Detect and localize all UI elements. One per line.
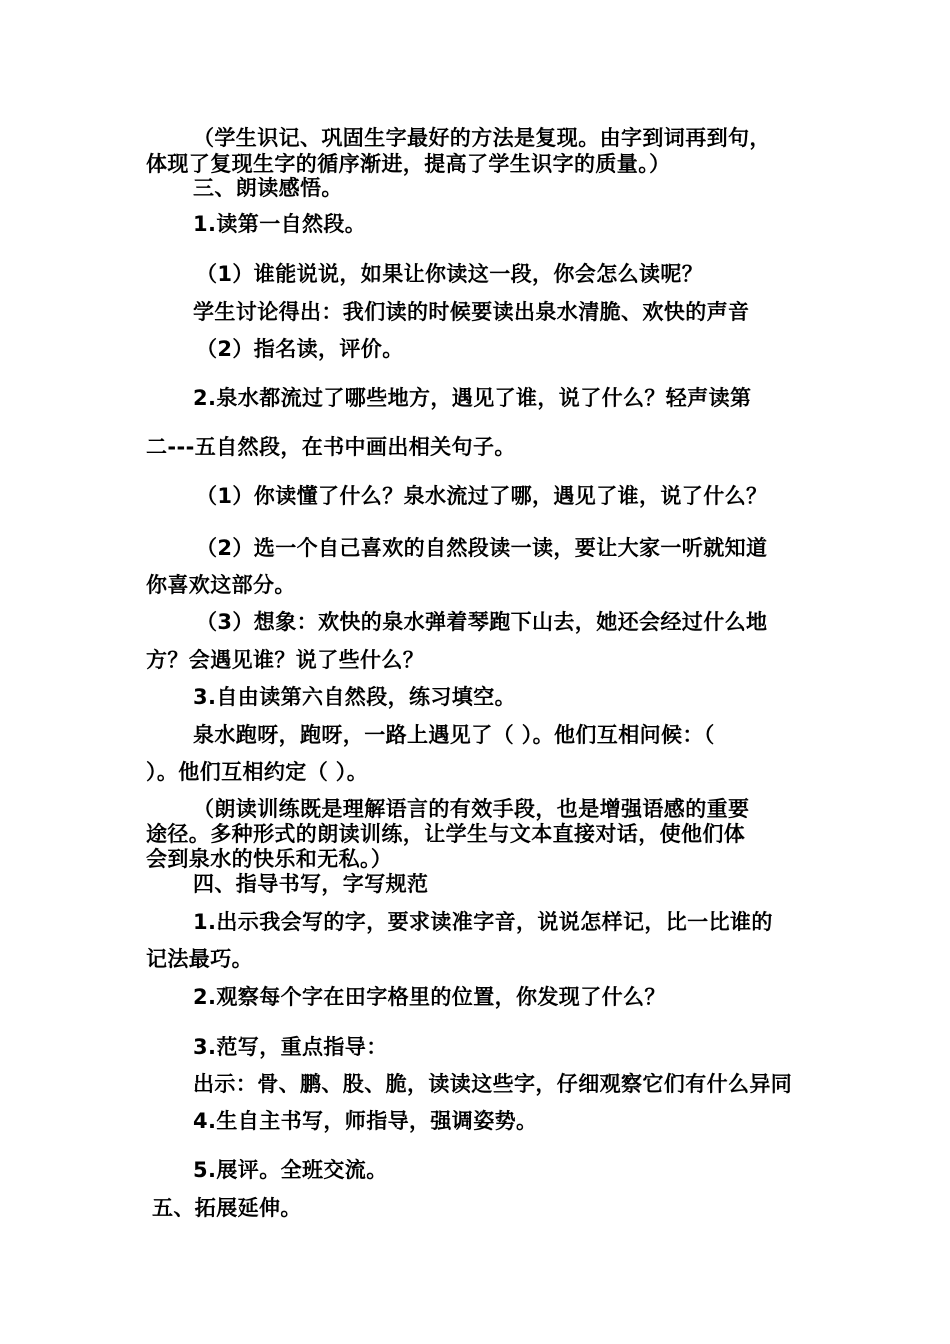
paragraph-line: 1.读第一自然段。: [193, 212, 367, 236]
paragraph-line: 5.展评。全班交流。: [193, 1158, 388, 1182]
paragraph-line: 会到泉水的快乐和无私。）: [146, 847, 393, 871]
paragraph-line: （学生识记、巩固生字最好的方法是复现。由字到词再到句，: [193, 126, 771, 150]
paragraph-line: 2.泉水都流过了哪些地方，遇见了谁，说了什么？轻声读第: [193, 386, 752, 410]
paragraph-line: 你喜欢这部分。: [146, 573, 296, 597]
paragraph-line: 学生讨论得出：我们读的时候要读出泉水清脆、欢快的声音: [193, 300, 750, 324]
paragraph-line: 二---五自然段，在书中画出相关句子。: [146, 435, 516, 459]
paragraph-line: （3）想象：欢快的泉水弹着琴跑下山去，她还会经过什么地: [196, 610, 768, 634]
paragraph-line: ）。他们互相约定（ ）。: [146, 760, 369, 784]
paragraph-line: （2）选一个自己喜欢的自然段读一读，要让大家一听就知道: [196, 536, 768, 560]
paragraph-line: （2）指名读，评价。: [196, 337, 404, 361]
section-heading: 五、拓展延伸。: [152, 1196, 302, 1220]
paragraph-line: 2.观察每个字在田字格里的位置，你发现了什么？: [193, 985, 666, 1009]
paragraph-line: （1）你读懂了什么？泉水流过了哪，遇见了谁，说了什么？: [196, 484, 768, 508]
paragraph-line: 1.出示我会写的字，要求读准字音，说说怎样记，比一比谁的: [193, 910, 773, 934]
paragraph-line: （1）谁能说说，如果让你读这一段，你会怎么读呢？: [196, 262, 704, 286]
section-heading: 四、指导书写，字写规范: [193, 872, 429, 896]
paragraph-line: 体现了复现生字的循序渐进，提高了学生识字的质量。）: [146, 152, 671, 176]
section-heading: 三、朗读感悟。: [193, 176, 343, 200]
paragraph-line: 出示：骨、鹏、股、脆，读读这些字，仔细观察它们有什么异同: [193, 1072, 793, 1096]
paragraph-line: 途径。多种形式的朗读训练，让学生与文本直接对话，使他们体: [146, 822, 746, 846]
paragraph-line: 泉水跑呀，跑呀，一路上遇见了（ ）。他们互相问候：（: [193, 723, 715, 747]
paragraph-line: 方？会遇见谁？说了些什么？: [146, 648, 425, 672]
paragraph-line: （朗读训练既是理解语言的有效手段，也是增强语感的重要: [193, 797, 750, 821]
paragraph-line: 4.生自主书写，师指导，强调姿势。: [193, 1109, 538, 1133]
paragraph-line: 3.范写，重点指导：: [193, 1035, 388, 1059]
paragraph-line: 3.自由读第六自然段，练习填空。: [193, 685, 516, 709]
paragraph-line: 记法最巧。: [146, 947, 253, 971]
